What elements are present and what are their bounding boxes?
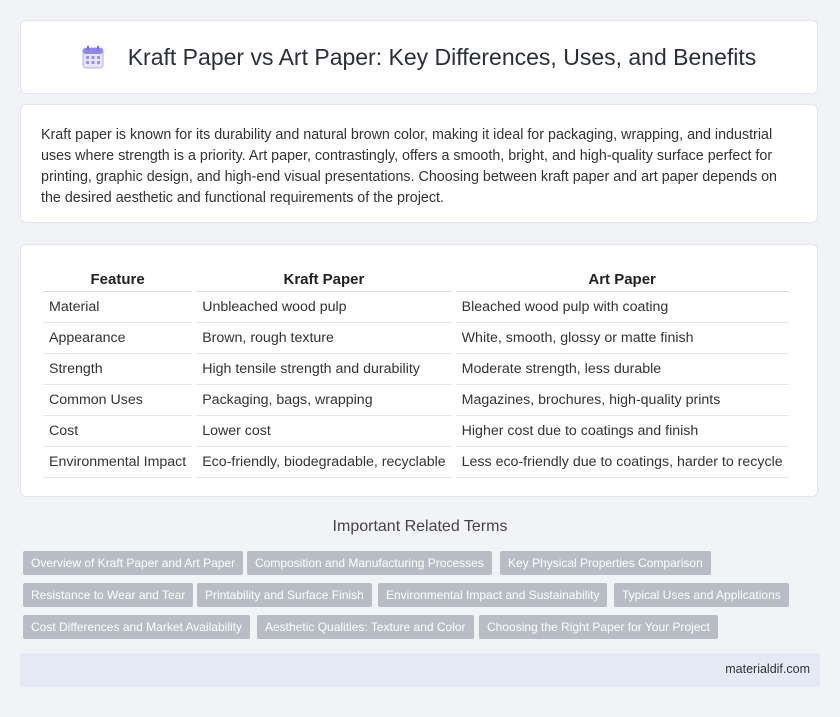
table-cell: Higher cost due to coatings and finish [456,416,789,447]
site-name[interactable]: materialdif.com [725,662,810,676]
table-cell: Strength [43,354,192,385]
table-cell: Lower cost [196,416,451,447]
table-cell: Common Uses [43,385,192,416]
table-cell: High tensile strength and durability [196,354,451,385]
related-term-tag[interactable]: Key Physical Properties Comparison [500,551,711,575]
table-cell: Packaging, bags, wrapping [196,385,451,416]
related-term-tag[interactable]: Environmental Impact and Sustainability [378,583,607,607]
table-cell: Magazines, brochures, high-quality prints [456,385,789,416]
table-row [43,447,789,478]
table-cell: Moderate strength, less durable [456,354,789,385]
related-term-tag[interactable]: Choosing the Right Paper for Your Project [479,615,718,639]
table-row [43,385,789,416]
page-title: Kraft Paper vs Art Paper: Key Differences, Uses, and Benefits [127,43,757,70]
calendar-icon [82,45,104,69]
table-row [43,416,789,447]
comparison-card [20,244,818,497]
table-cell: Unbleached wood pulp [196,292,451,323]
intro-card [20,104,818,223]
column-header-art: Art Paper [456,265,789,292]
footer [20,653,820,687]
intro-paragraph: Kraft paper is known for its durability and natural brown color, making it ideal for packaging, wrapping, and industrial uses where strength is a priority. Art paper, contrastingly, offers a smooth, bright, and high-quality surface perfect for printing, graphic design, and high-end visual presentations. Choosing between kraft paper and art paper depends on the desired aesthetic and functional requirements of the project. [41,127,777,206]
table-cell: Appearance [43,323,192,354]
table-cell: Eco-friendly, biodegradable, recyclable [196,447,451,478]
table-cell: White, smooth, glossy or matte finish [456,323,789,354]
table-row [43,354,789,385]
table-cell: Environmental Impact [43,447,192,478]
header-card [20,20,818,94]
related-term-tag[interactable]: Resistance to Wear and Tear [23,583,193,607]
column-header-feature: Feature [43,265,192,292]
table-cell: Bleached wood pulp with coating [456,292,789,323]
title-wrap [82,44,757,71]
related-term-tag[interactable]: Printability and Surface Finish [197,583,372,607]
table-row [43,323,789,354]
comparison-table [39,265,793,478]
table-row [43,292,789,323]
related-term-tag[interactable]: Typical Uses and Applications [614,583,789,607]
related-term-tag[interactable]: Cost Differences and Market Availability [23,615,250,639]
column-header-kraft: Kraft Paper [196,265,451,292]
related-term-tag[interactable]: Aesthetic Qualities: Texture and Color [257,615,474,639]
table-cell: Less eco-friendly due to coatings, harder to recycle [456,447,789,478]
table-header-row [43,265,789,292]
table-cell: Material [43,292,192,323]
table-cell: Brown, rough texture [196,323,451,354]
related-term-tag[interactable]: Composition and Manufacturing Processes [247,551,492,575]
related-term-tag[interactable]: Overview of Kraft Paper and Art Paper [23,551,243,575]
table-cell: Cost [43,416,192,447]
related-terms-title: Important Related Terms [332,518,508,535]
